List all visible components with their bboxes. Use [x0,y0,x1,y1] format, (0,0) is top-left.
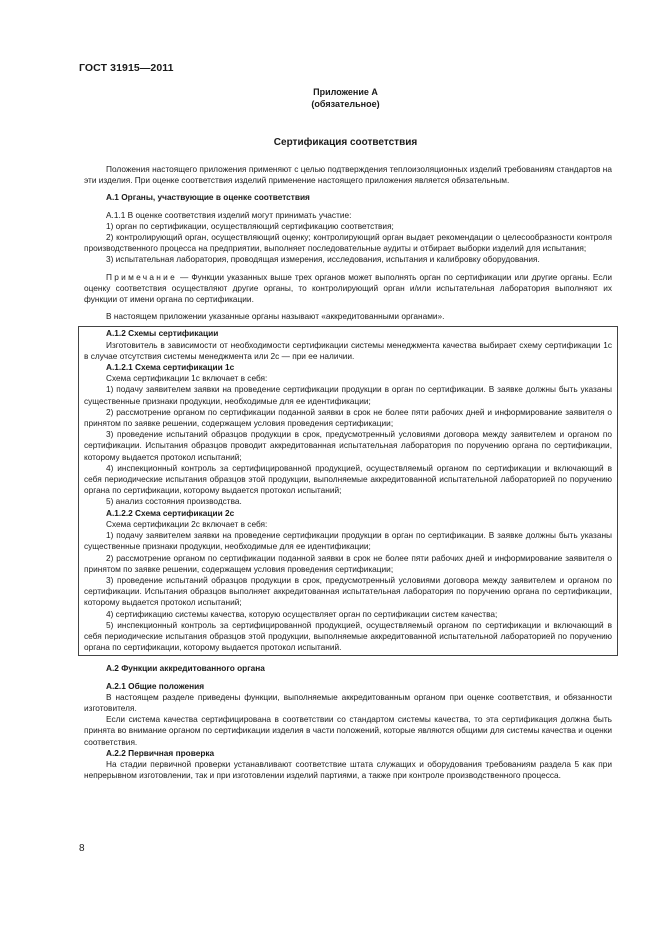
appendix-title: Сертификация соответствия [273,137,418,148]
section-a22-heading: А.2.2 Первичная проверка [106,747,215,758]
scheme-1c-item: 3) проведение испытаний образцов продукции в срок, предусмотренный условиями договора между заявителем и органом по сертификации. Испытания образцов проводит аккредитованная испытательная лаборатория по поручению органа по сертификации, которому выдается протокол испытаний; [84,429,612,462]
a12-paragraph: Изготовитель в зависимости от необходимости сертификации системы менеджмента качества выбирает схему сертификации 1с в случае отсутствия системы менеджмента или 2с — при ее наличии. [84,339,612,361]
section-a12-heading: А.1.2 Схемы сертификации [106,328,219,339]
a1-note [84,272,612,306]
a1-list-item: 1) орган по сертификации, осуществляющий сертификацию соответствия; [106,220,394,231]
document-code: ГОСТ 31915—2011 [79,62,174,74]
a1-list-item: 2) контролирующий орган, осуществляющий оценку; контролирующий орган выдает рекомендации о целесообразности контроля производственного процесса на предприятии, выполняет последовательные аудиты и отбирает выборки изделий для испытания; [84,232,612,254]
section-a2-heading: А.2 Функции аккредитованного органа [106,663,265,674]
intro-paragraph: Положения настоящего приложения применяют с целью подтверждения теплоизоляционных изделий требованиям стандартов на эти изделия. При оценке соответствия изделий применение настоящего приложения является обязательным. [84,164,612,186]
a21-paragraph: В настоящем разделе приведены функции, выполняемые аккредитованным органом при оценке соответствия, и обязанности изготовителя. [84,691,612,713]
scheme-1c-item: 1) подачу заявителем заявки на проведение сертификации продукции в орган по сертификации. В заявке должны быть указаны существенные признаки продукции, необходимые для ее идентификации; [84,384,612,406]
scheme-2c-item: 2) рассмотрение органом по сертификации поданной заявки в срок не более пяти рабочих дней и информирование заявителя о принятом по заявке решении, содержащем условия проведения сертификации; [84,552,612,574]
scheme-2c-intro: Схема сертификации 2с включает в себя: [106,518,268,529]
appendix-label: Приложение А [313,87,378,97]
appendix-heading [0,86,661,110]
scheme-1c-intro: Схема сертификации 1с включает в себя: [106,373,268,384]
scheme-2c-item: 3) проведение испытаний образцов продукции в срок, предусмотренный условиями договора между заявителем и органом по сертификации. Испытания образцов выполняет аккредитованная испытательная лаборатория по поручению органа по сертификации, которому выдается протокол испытаний; [84,574,612,608]
a1-paragraph: А.1.1 В оценке соответствия изделий могут принимать участие: [106,209,352,220]
a22-paragraph: На стадии первичной проверки устанавливают соответствие штата служащих и оборудования требованиям раздела 5 как при непрерывном изготовлении, так и при изготовлении изделий партиями, а также при контроле производственного процесса. [84,758,612,781]
scheme-1c-heading: А.1.2.1 Схема сертификации 1с [106,362,235,373]
scheme-2c-heading: А.1.2.2 Схема сертификации 2с [106,507,235,518]
scheme-2c-item: 5) инспекционный контроль за сертифицированной продукцией, осуществляемый органом по сертификации и включающий в себя периодические испытания образцов этой продукции, выполняемые аккредитованной испытательной лабораторией по поручению органа по сертификации, которому выдается протокол испытаний. [84,619,612,653]
scheme-1c-item: 5) анализ состояния производства. [106,496,242,507]
appendix-status: (обязательное) [311,99,380,109]
scheme-1c-item: 4) инспекционный контроль за сертифицированной продукцией, осуществляемый органом по сертификации и включающий в себя периодические испытания образцов этой продукции, выполняемые аккредитованной испытательной лабораторией по поручению органа по сертификации, которому выдается протокол испытаний; [84,462,612,496]
note-text: — Функции указанных выше трех органов может выполнять орган по сертификации или другие органы. Если оценку соответствия осуществляют другие органы, то контролирующий орган и/или испытательная лаборатория выполняют их функции от имени органа по сертификации. [84,271,612,305]
page-number: 8 [79,843,85,854]
document-body [84,164,612,781]
section-a1-heading: А.1 Органы, участвующие в оценке соответствия [106,192,310,203]
a1-final-paragraph: В настоящем приложении указанные органы называют «аккредитованными органами». [106,311,445,322]
scheme-2c-item: 4) сертификацию системы качества, которую осуществляет орган по сертификации систем качества; [106,608,498,619]
certification-schemes-box [78,326,618,656]
section-a21-heading: А.2.1 Общие положения [106,680,205,691]
scheme-2c-item: 1) подачу заявителем заявки на проведение сертификации продукции в орган по сертификации. В заявке должны быть указаны существенные признаки продукции, необходимые для ее идентификации; [84,530,612,552]
note-label: Примечание [106,271,178,282]
a1-list-item: 3) испытательная лаборатория, проводящая измерения, исследования, испытания и калибровку оборудования. [106,254,540,265]
scheme-1c-item: 2) рассмотрение органом по сертификации поданной заявки в срок не более пяти рабочих дней и информирование заявителя о принятом по заявке решении, содержащем условия проведения сертификации; [84,406,612,429]
a21-paragraph: Если система качества сертифицирована в соответствии со стандартом системы качества, то эта сертификация должна быть принята во внимание органом по сертификации изделия в части положений, которые являются общими для системы качества и оценки соответствия. [84,714,612,747]
